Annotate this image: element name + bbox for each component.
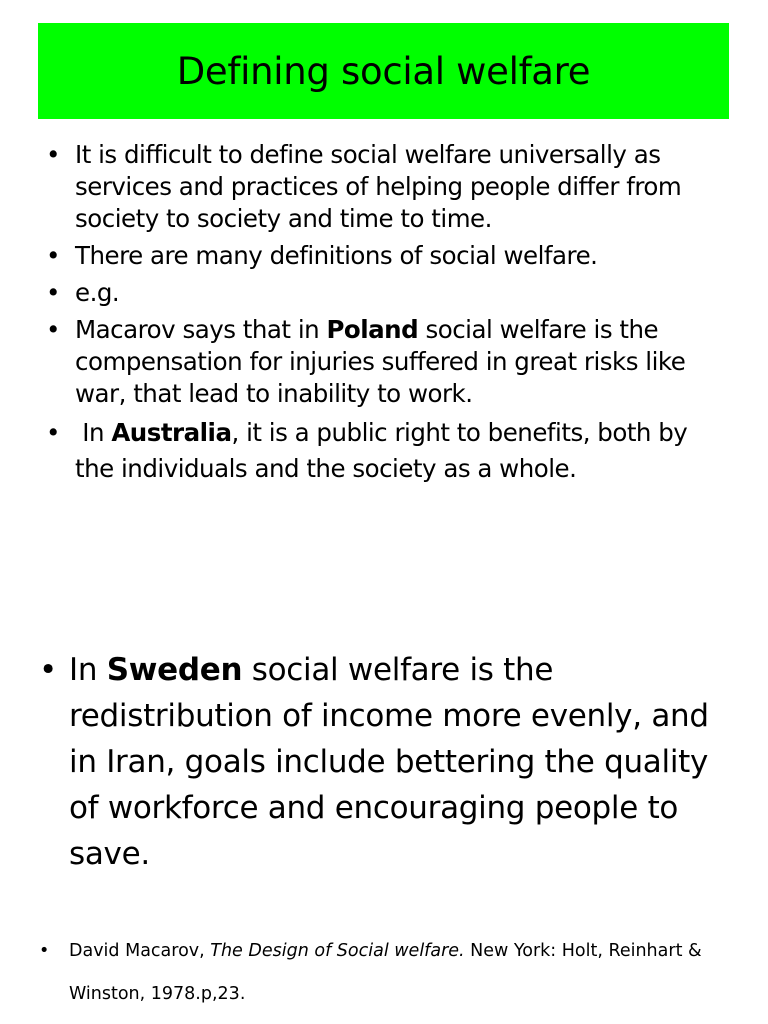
reference-publication: New York: Holt, Reinhart & Winston, 1978.p,23. xyxy=(69,941,702,1004)
country-sweden: Sweden xyxy=(106,652,243,688)
bullet-text-suffix: social welfare is the redistribution of income more evenly, and in Iran, goals include bettering the quality of workforce and encouraging people to save. xyxy=(69,652,709,872)
bullet-text: There are many definitions of social welfare. xyxy=(75,241,598,270)
list-item xyxy=(46,139,725,235)
bullet-text-suffix: social welfare is the compensation for injuries suffered in great risks like war, that lead to inability to work. xyxy=(75,315,686,408)
bullet-text-prefix: Macarov says that in xyxy=(75,315,327,344)
list-item xyxy=(46,240,725,272)
bullet-text-prefix: In xyxy=(75,418,112,447)
bullet-icon: • xyxy=(46,140,60,169)
list-item xyxy=(39,930,729,1016)
bullet-icon: • xyxy=(46,278,60,307)
bullet-icon: • xyxy=(39,652,57,688)
bullet-text: It is difficult to define social welfare universally as services and practices of helping people differ from society to society and time to time. xyxy=(75,140,682,233)
reference-author: David Macarov, xyxy=(69,941,211,961)
country-poland: Poland xyxy=(326,315,419,344)
bullet-icon: • xyxy=(46,315,60,344)
bullet-icon: • xyxy=(39,941,50,961)
list-item xyxy=(46,415,725,487)
bullet-text-suffix: , it is a public right to benefits, both by the individuals and the society as a whole. xyxy=(75,418,688,483)
bullet-text: e.g. xyxy=(75,278,120,307)
reference-list xyxy=(39,930,729,1016)
bullet-icon: • xyxy=(46,418,60,447)
bullet-icon: • xyxy=(46,241,60,270)
reference-book-title: The Design of Social welfare. xyxy=(210,941,465,961)
title-banner xyxy=(38,23,729,119)
list-item xyxy=(46,277,725,309)
list-item xyxy=(39,647,719,877)
bullet-text-prefix: In xyxy=(69,652,107,688)
definition-list xyxy=(46,139,725,492)
country-australia: Australia xyxy=(111,418,232,447)
sweden-list xyxy=(39,647,719,877)
slide-title: Defining social welfare xyxy=(176,49,591,93)
list-item xyxy=(46,314,725,410)
